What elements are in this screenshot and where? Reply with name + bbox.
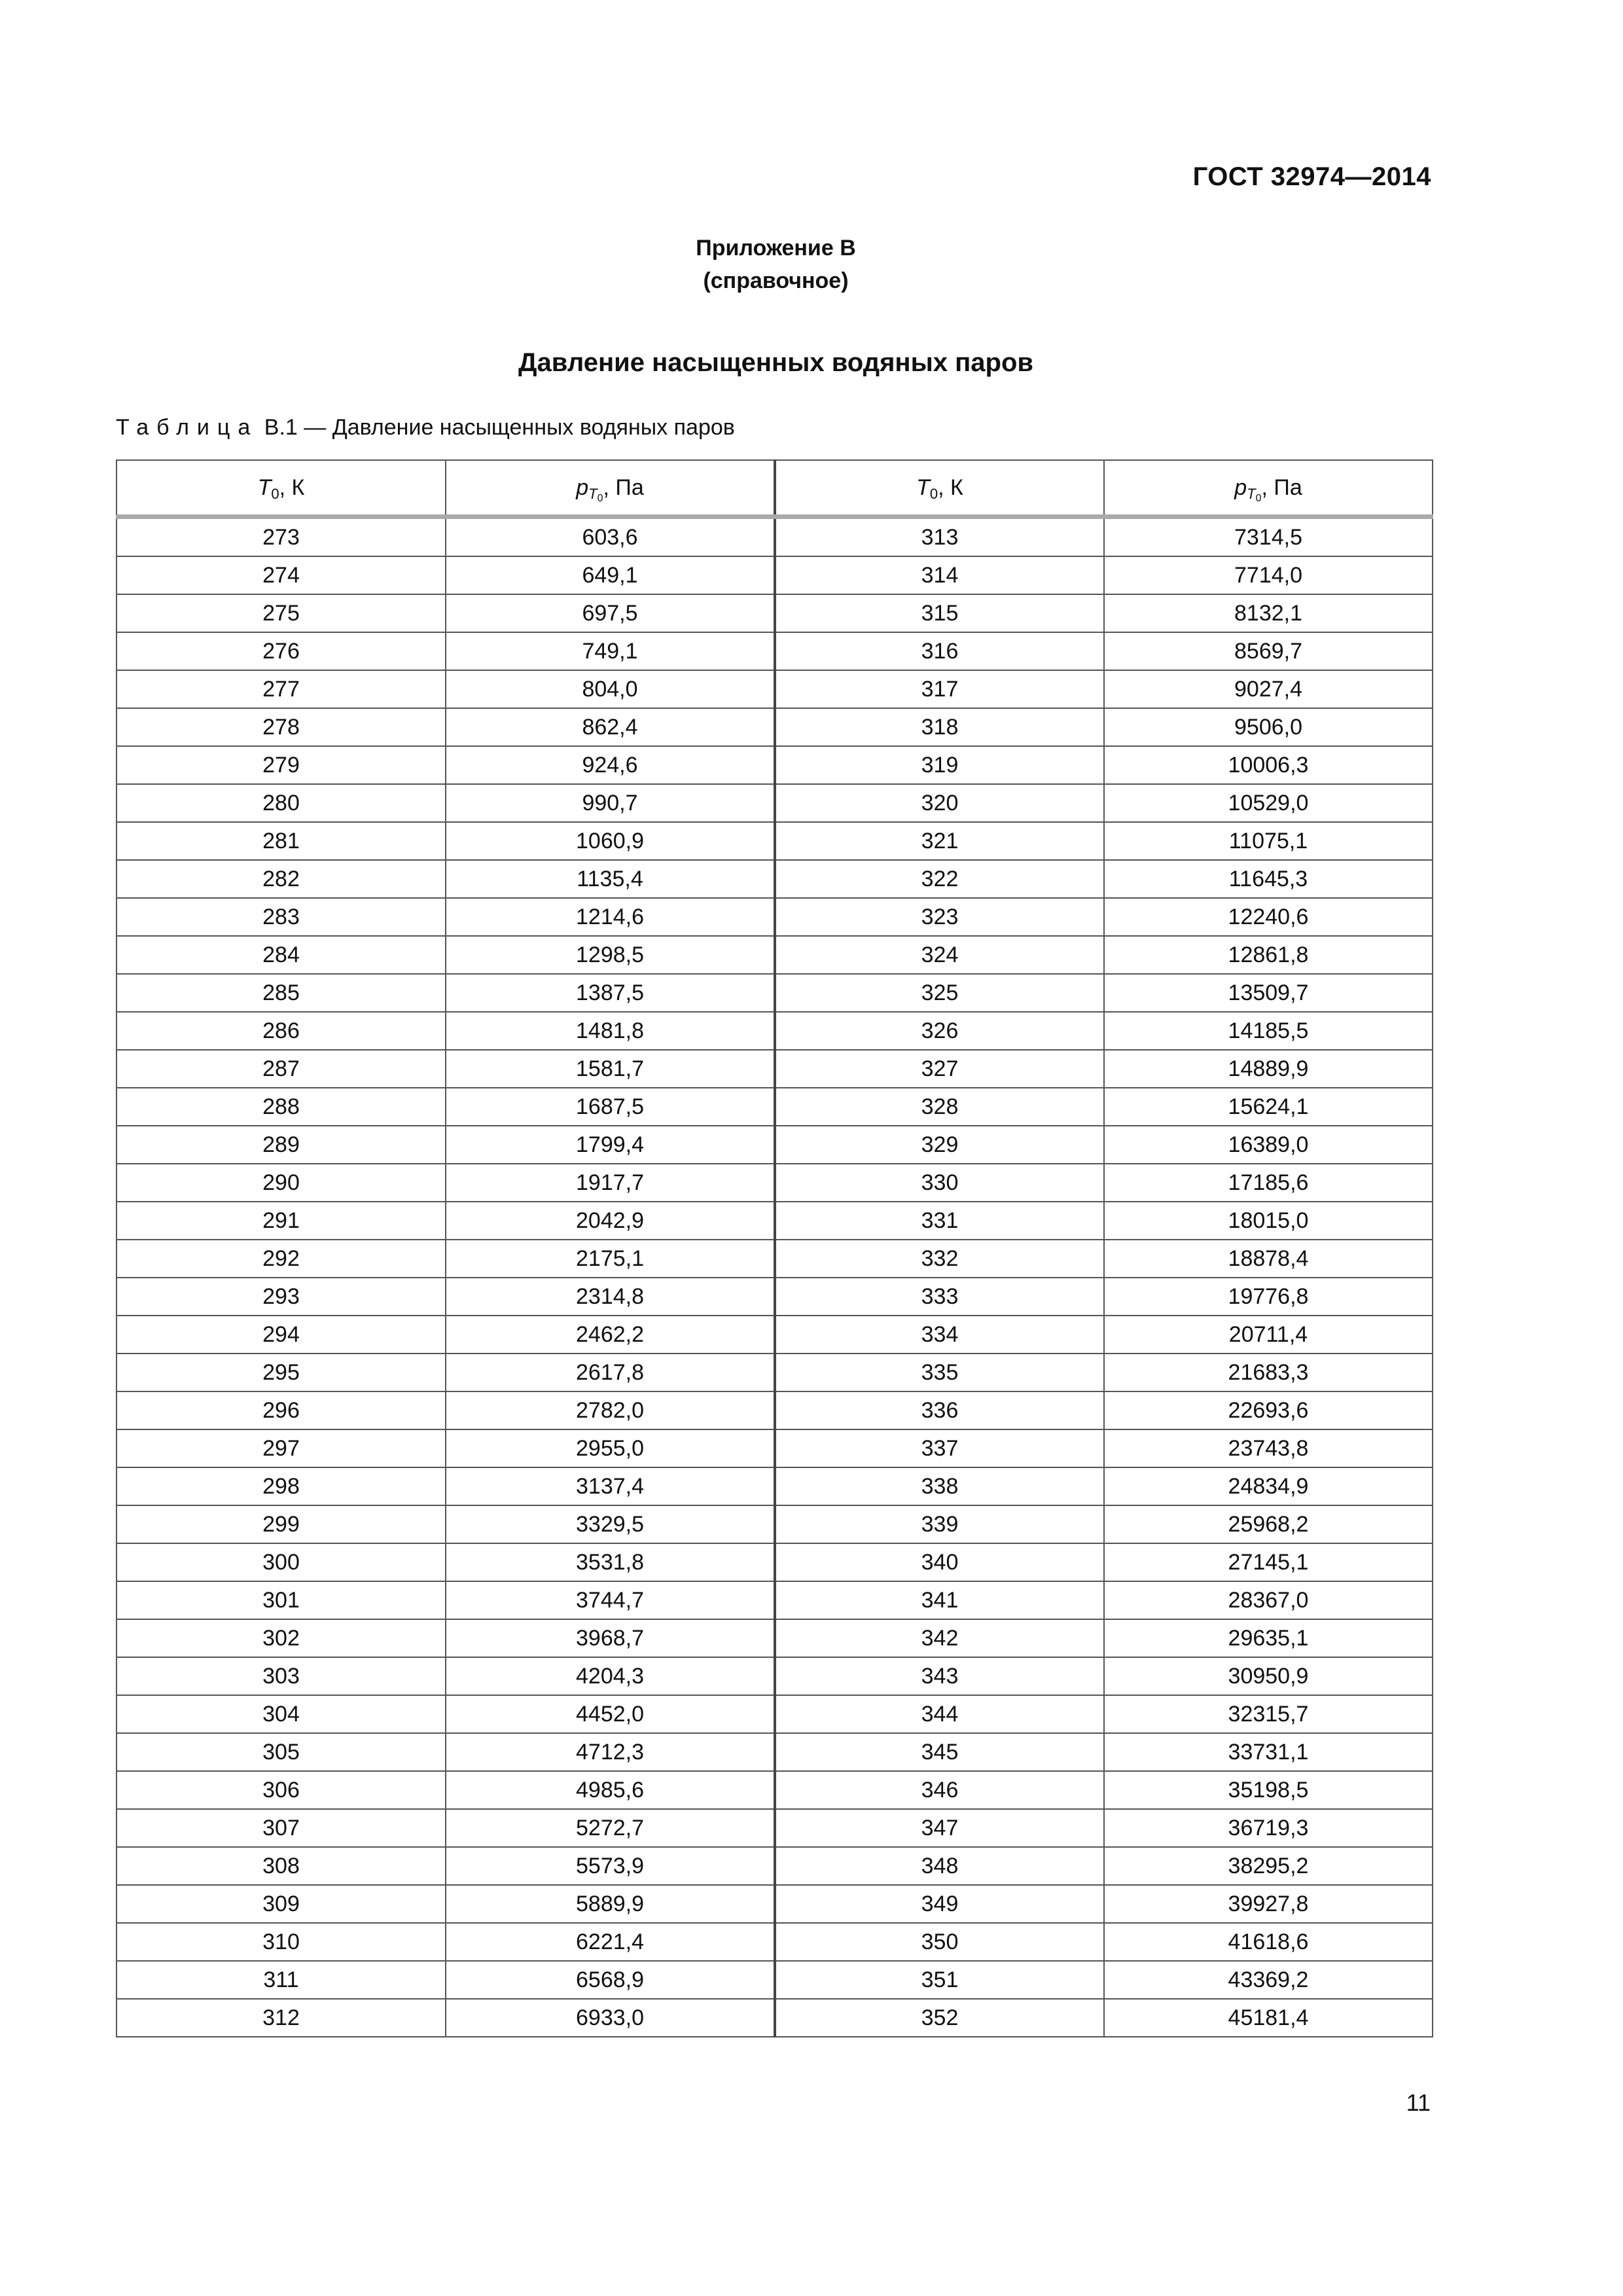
temperature-cell: 309: [116, 1885, 446, 1923]
pressure-cell: 9027,4: [1104, 670, 1433, 708]
pressure-cell: 7314,5: [1104, 517, 1433, 557]
table-row: [116, 1354, 1433, 1391]
temperature-cell: 303: [116, 1657, 446, 1695]
pressure-cell: 8569,7: [1104, 632, 1433, 670]
pressure-cell: 3531,8: [446, 1543, 775, 1581]
table-row: [116, 1126, 1433, 1164]
pressure-cell: 5889,9: [446, 1885, 775, 1923]
table-row: [116, 1505, 1433, 1543]
pressure-cell: 749,1: [446, 632, 775, 670]
temperature-cell: 345: [775, 1733, 1104, 1771]
temperature-cell: 337: [775, 1429, 1104, 1467]
temperature-cell: 320: [775, 784, 1104, 822]
temperature-cell: 308: [116, 1847, 446, 1885]
temperature-cell: 341: [775, 1581, 1104, 1619]
temperature-cell: 282: [116, 860, 446, 898]
temperature-cell: 334: [775, 1316, 1104, 1354]
column-header-temperature: $T_0$, К: [775, 460, 1104, 517]
table-row: [116, 1467, 1433, 1505]
pressure-cell: 603,6: [446, 517, 775, 557]
table-row: [116, 974, 1433, 1012]
table-caption-number: В.1: [264, 415, 298, 440]
temperature-cell: 281: [116, 822, 446, 860]
temperature-cell: 310: [116, 1923, 446, 1961]
temperature-cell: 348: [775, 1847, 1104, 1885]
table-row: [116, 1164, 1433, 1202]
pressure-cell: 924,6: [446, 746, 775, 784]
pressure-cell: 14889,9: [1104, 1050, 1433, 1088]
temperature-cell: 351: [775, 1961, 1104, 1999]
pressure-cell: 2042,9: [446, 1202, 775, 1240]
temperature-cell: 295: [116, 1354, 446, 1391]
table-row: [116, 1923, 1433, 1961]
pressure-cell: 4452,0: [446, 1695, 775, 1733]
table-row: [116, 1012, 1433, 1050]
pressure-cell: 2175,1: [446, 1240, 775, 1278]
temperature-cell: 319: [775, 746, 1104, 784]
temperature-cell: 274: [116, 556, 446, 594]
appendix-subtitle: (справочное): [703, 268, 849, 293]
pressure-cell: 13509,7: [1104, 974, 1433, 1012]
temperature-cell: 313: [775, 517, 1104, 557]
pressure-cell: 3329,5: [446, 1505, 775, 1543]
pressure-cell: 39927,8: [1104, 1885, 1433, 1923]
pressure-cell: 29635,1: [1104, 1619, 1433, 1657]
table-row: [116, 784, 1433, 822]
table-row: [116, 1581, 1433, 1619]
table-row: [116, 1847, 1433, 1885]
pressure-cell: 16389,0: [1104, 1126, 1433, 1164]
temperature-cell: 291: [116, 1202, 446, 1240]
column-header-temperature: $T_0$, К: [116, 460, 446, 517]
pressure-cell: 2314,8: [446, 1278, 775, 1316]
table-row: [116, 556, 1433, 594]
document-code: ГОСТ 32974—2014: [1192, 162, 1431, 191]
pressure-cell: 4712,3: [446, 1733, 775, 1771]
temperature-cell: 284: [116, 936, 446, 974]
temperature-cell: 289: [116, 1126, 446, 1164]
column-header-pressure: $p_{T_0}$, Па: [1104, 460, 1433, 517]
temperature-cell: 349: [775, 1885, 1104, 1923]
column-header-pressure: $p_{T_0}$, Па: [446, 460, 775, 517]
table-row: [116, 746, 1433, 784]
table-row: [116, 1809, 1433, 1847]
pressure-cell: 24834,9: [1104, 1467, 1433, 1505]
temperature-cell: 297: [116, 1429, 446, 1467]
temperature-cell: 346: [775, 1771, 1104, 1809]
temperature-cell: 304: [116, 1695, 446, 1733]
temperature-cell: 336: [775, 1391, 1104, 1429]
table-row: [116, 670, 1433, 708]
table-row: [116, 860, 1433, 898]
temperature-cell: 288: [116, 1088, 446, 1126]
temperature-cell: 298: [116, 1467, 446, 1505]
temperature-cell: 277: [116, 670, 446, 708]
pressure-cell: 990,7: [446, 784, 775, 822]
temperature-cell: 321: [775, 822, 1104, 860]
table-row: [116, 822, 1433, 860]
pressure-cell: 41618,6: [1104, 1923, 1433, 1961]
pressure-cell: 43369,2: [1104, 1961, 1433, 1999]
table-row: [116, 1278, 1433, 1316]
temperature-cell: 300: [116, 1543, 446, 1581]
table-row: [116, 517, 1433, 557]
pressure-cell: 27145,1: [1104, 1543, 1433, 1581]
temperature-cell: 311: [116, 1961, 446, 1999]
pressure-cell: 23743,8: [1104, 1429, 1433, 1467]
table-row: [116, 898, 1433, 936]
temperature-cell: 278: [116, 708, 446, 746]
pressure-cell: 1387,5: [446, 974, 775, 1012]
pressure-cell: 1799,4: [446, 1126, 775, 1164]
table-caption: [116, 415, 735, 440]
pressure-cell: 1581,7: [446, 1050, 775, 1088]
section-title: Давление насыщенных водяных паров: [518, 348, 1033, 377]
pressure-cell: 4985,6: [446, 1771, 775, 1809]
temperature-cell: 328: [775, 1088, 1104, 1126]
temperature-cell: 338: [775, 1467, 1104, 1505]
temperature-cell: 316: [775, 632, 1104, 670]
temperature-cell: 317: [775, 670, 1104, 708]
table-row: [116, 1695, 1433, 1733]
pressure-cell: 11075,1: [1104, 822, 1433, 860]
temperature-cell: 347: [775, 1809, 1104, 1847]
pressure-cell: 5272,7: [446, 1809, 775, 1847]
pressure-cell: 19776,8: [1104, 1278, 1433, 1316]
pressure-cell: 30950,9: [1104, 1657, 1433, 1695]
table-row: [116, 1050, 1433, 1088]
temperature-cell: 294: [116, 1316, 446, 1354]
pressure-cell: 3744,7: [446, 1581, 775, 1619]
pressure-cell: 3968,7: [446, 1619, 775, 1657]
temperature-cell: 292: [116, 1240, 446, 1278]
temperature-cell: 339: [775, 1505, 1104, 1543]
temperature-cell: 273: [116, 517, 446, 557]
temperature-cell: 306: [116, 1771, 446, 1809]
temperature-cell: 276: [116, 632, 446, 670]
temperature-cell: 343: [775, 1657, 1104, 1695]
temperature-cell: 352: [775, 1999, 1104, 2037]
pressure-cell: 14185,5: [1104, 1012, 1433, 1050]
pressure-cell: 804,0: [446, 670, 775, 708]
pressure-cell: 1687,5: [446, 1088, 775, 1126]
pressure-cell: 9506,0: [1104, 708, 1433, 746]
pressure-cell: 36719,3: [1104, 1809, 1433, 1847]
pressure-cell: 1214,6: [446, 898, 775, 936]
pressure-cell: 4204,3: [446, 1657, 775, 1695]
pressure-cell: 649,1: [446, 556, 775, 594]
temperature-cell: 340: [775, 1543, 1104, 1581]
temperature-cell: 312: [116, 1999, 446, 2037]
pressure-cell: 6221,4: [446, 1923, 775, 1961]
table-row: [116, 936, 1433, 974]
pressure-cell: 38295,2: [1104, 1847, 1433, 1885]
pressure-cell: 17185,6: [1104, 1164, 1433, 1202]
table-row: [116, 1619, 1433, 1657]
pressure-cell: 11645,3: [1104, 860, 1433, 898]
temperature-cell: 299: [116, 1505, 446, 1543]
table-row: [116, 594, 1433, 632]
pressure-cell: 32315,7: [1104, 1695, 1433, 1733]
table-caption-text: Давление насыщенных водяных паров: [332, 415, 735, 440]
table-row: [116, 1999, 1433, 2037]
temperature-cell: 315: [775, 594, 1104, 632]
table-row: [116, 1961, 1433, 1999]
pressure-cell: 25968,2: [1104, 1505, 1433, 1543]
pressure-cell: 18878,4: [1104, 1240, 1433, 1278]
temperature-cell: 307: [116, 1809, 446, 1847]
temperature-cell: 301: [116, 1581, 446, 1619]
pressure-cell: 1135,4: [446, 860, 775, 898]
pressure-cell: 21683,3: [1104, 1354, 1433, 1391]
temperature-cell: 305: [116, 1733, 446, 1771]
pressure-cell: 6933,0: [446, 1999, 775, 2037]
pressure-cell: 1060,9: [446, 822, 775, 860]
temperature-cell: 329: [775, 1126, 1104, 1164]
table-row: [116, 1391, 1433, 1429]
pressure-cell: 45181,4: [1104, 1999, 1433, 2037]
temperature-cell: 285: [116, 974, 446, 1012]
pressure-cell: 2462,2: [446, 1316, 775, 1354]
pressure-cell: 697,5: [446, 594, 775, 632]
table-row: [116, 1885, 1433, 1923]
temperature-cell: 296: [116, 1391, 446, 1429]
temperature-cell: 287: [116, 1050, 446, 1088]
pressure-cell: 15624,1: [1104, 1088, 1433, 1126]
table-caption-label: Таблица: [116, 415, 259, 440]
pressure-cell: 6568,9: [446, 1961, 775, 1999]
table-row: [116, 1240, 1433, 1278]
temperature-cell: 331: [775, 1202, 1104, 1240]
temperature-cell: 344: [775, 1695, 1104, 1733]
pressure-cell: 2955,0: [446, 1429, 775, 1467]
appendix-title: Приложение В: [696, 236, 856, 260]
pressure-cell: 18015,0: [1104, 1202, 1433, 1240]
pressure-cell: 2782,0: [446, 1391, 775, 1429]
temperature-cell: 326: [775, 1012, 1104, 1050]
temperature-cell: 323: [775, 898, 1104, 936]
table-body: [116, 517, 1433, 2037]
pressure-cell: 12240,6: [1104, 898, 1433, 936]
pressure-cell: 12861,8: [1104, 936, 1433, 974]
table-row: [116, 1771, 1433, 1809]
temperature-cell: 314: [775, 556, 1104, 594]
temperature-cell: 342: [775, 1619, 1104, 1657]
temperature-cell: 290: [116, 1164, 446, 1202]
temperature-cell: 350: [775, 1923, 1104, 1961]
pressure-cell: 862,4: [446, 708, 775, 746]
table-row: [116, 1202, 1433, 1240]
temperature-cell: 302: [116, 1619, 446, 1657]
pressure-cell: 3137,4: [446, 1467, 775, 1505]
pressure-table: [116, 459, 1433, 2037]
table-row: [116, 1088, 1433, 1126]
page-number: 11: [1406, 2089, 1431, 2116]
table-caption-dash: —: [304, 415, 327, 440]
pressure-cell: 2617,8: [446, 1354, 775, 1391]
temperature-cell: 279: [116, 746, 446, 784]
temperature-cell: 332: [775, 1240, 1104, 1278]
temperature-cell: 330: [775, 1164, 1104, 1202]
table-row: [116, 1316, 1433, 1354]
pressure-cell: 22693,6: [1104, 1391, 1433, 1429]
table-header-row: [116, 460, 1433, 517]
temperature-cell: 327: [775, 1050, 1104, 1088]
pressure-cell: 20711,4: [1104, 1316, 1433, 1354]
temperature-cell: 325: [775, 974, 1104, 1012]
table-row: [116, 1733, 1433, 1771]
temperature-cell: 283: [116, 898, 446, 936]
pressure-cell: 8132,1: [1104, 594, 1433, 632]
table-row: [116, 1657, 1433, 1695]
temperature-cell: 280: [116, 784, 446, 822]
temperature-cell: 275: [116, 594, 446, 632]
temperature-cell: 335: [775, 1354, 1104, 1391]
pressure-cell: 1481,8: [446, 1012, 775, 1050]
temperature-cell: 293: [116, 1278, 446, 1316]
pressure-cell: 5573,9: [446, 1847, 775, 1885]
table-row: [116, 708, 1433, 746]
table-row: [116, 1429, 1433, 1467]
temperature-cell: 286: [116, 1012, 446, 1050]
appendix-heading: [0, 232, 1552, 297]
pressure-cell: 1917,7: [446, 1164, 775, 1202]
temperature-cell: 324: [775, 936, 1104, 974]
temperature-cell: 318: [775, 708, 1104, 746]
pressure-cell: 7714,0: [1104, 556, 1433, 594]
table-row: [116, 1543, 1433, 1581]
pressure-cell: 35198,5: [1104, 1771, 1433, 1809]
pressure-cell: 28367,0: [1104, 1581, 1433, 1619]
pressure-cell: 1298,5: [446, 936, 775, 974]
table-row: [116, 632, 1433, 670]
pressure-cell: 33731,1: [1104, 1733, 1433, 1771]
pressure-cell: 10006,3: [1104, 746, 1433, 784]
temperature-cell: 333: [775, 1278, 1104, 1316]
pressure-cell: 10529,0: [1104, 784, 1433, 822]
temperature-cell: 322: [775, 860, 1104, 898]
